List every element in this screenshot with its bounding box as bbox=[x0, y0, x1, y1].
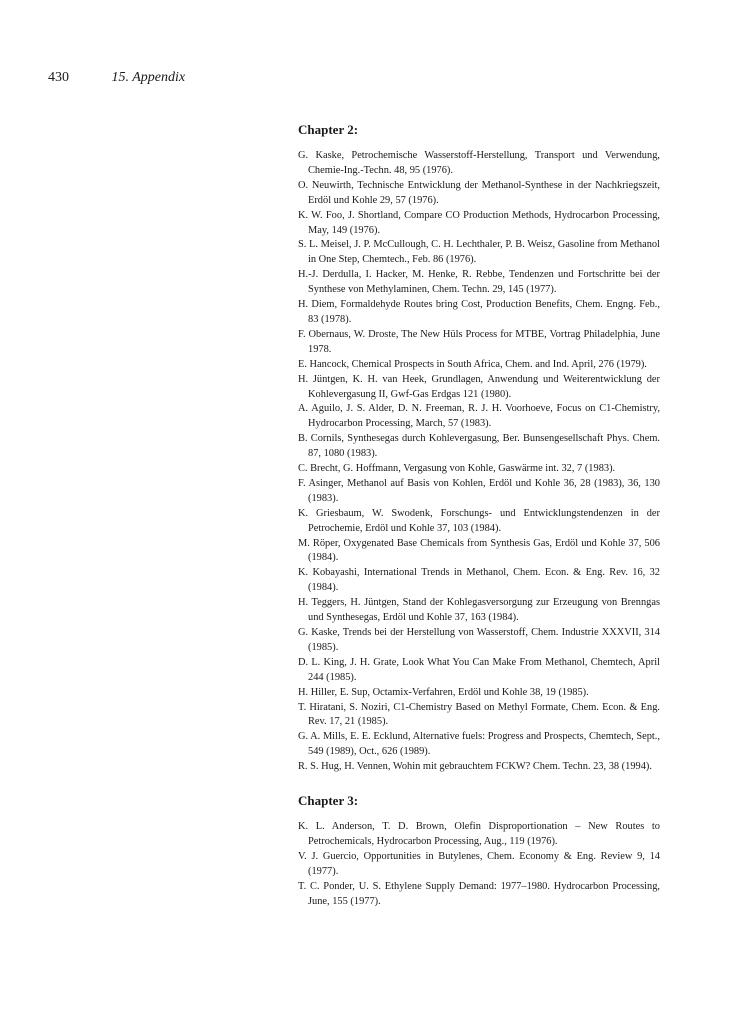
reference-item: E. Hancock, Chemical Prospects in South Africa, Chem. and Ind. April, 276 (1979). bbox=[298, 358, 647, 370]
reference-item: R. S. Hug, H. Vennen, Wohin mit gebrauchtem FCKW? Chem. Techn. 23, 38 (1994). bbox=[298, 761, 652, 773]
reference-item: H. Hiller, E. Sup, Octamix-Verfahren, Erdöl und Kohle 38, 19 (1985). bbox=[298, 686, 589, 698]
reference-item: C. Brecht, G. Hoffmann, Vergasung von Kohle, Gaswärme int. 32, 7 (1983). bbox=[298, 463, 616, 475]
reference-item: D. L. King, J. H. Grate, Look What You Can Make From Methanol, Chemtech, April 244 (1985). bbox=[298, 656, 660, 683]
reference-item: H.-J. Derdulla, I. Hacker, M. Henke, R. Rebbe, Tendenzen und Fortschritte bei der Synthese von Methylaminen, Chem. Techn. 29, 145 (1977). bbox=[298, 269, 660, 296]
reference-item: G. A. Mills, E. E. Ecklund, Alternative fuels: Progress and Prospects, Chemtech, Sept., 549 (1989), Oct., 626 (1989). bbox=[298, 731, 660, 758]
reference-item: O. Neuwirth, Technische Entwicklung der Methanol-Synthese in der Nachkriegszeit, Erdöl und Kohle 29, 57 (1976). bbox=[298, 179, 660, 206]
chapter-3-reference-list bbox=[298, 820, 660, 909]
reference-item: G. Kaske, Trends bei der Herstellung von Wasserstoff, Chem. Industrie XXXVII, 314 (1985). bbox=[298, 627, 660, 653]
reference-item: A. Aguilo, J. S. Alder, D. N. Freeman, R. J. H. Voorhoeve, Focus on C1-Chemistry, Hydrocarbon Processing, March, 57 (1983). bbox=[298, 403, 660, 430]
reference-item: H. Jüntgen, K. H. van Heek, Grundlagen, Anwendung und Weiterentwicklung der Kohlevergasung II, Gwf-Gas Erdgas 121 (1980). bbox=[298, 373, 660, 400]
page-header bbox=[48, 70, 185, 86]
chapter-3-heading: Chapter 3: bbox=[298, 793, 359, 809]
reference-item: K. Kobayashi, International Trends in Methanol, Chem. Econ. & Eng. Rev. 16, 32 (1984). bbox=[298, 567, 660, 594]
reference-item: V. J. Guercio, Opportunities in Butylenes, Chem. Economy & Eng. Review 9, 14 (1977). bbox=[298, 850, 660, 877]
reference-item: K. L. Anderson, T. D. Brown, Olefin Disproportionation – New Routes to Petrochemicals, Hydrocarbon Processing, Aug., 119 (1976). bbox=[298, 821, 660, 847]
reference-item: K. Griesbaum, W. Swodenk, Forschungs- und Entwicklungstendenzen in der Petrochemie, Erdöl und Kohle 37, 103 (1984). bbox=[298, 507, 660, 534]
reference-item: H. Diem, Formaldehyde Routes bring Cost, Production Benefits, Chem. Engng. Feb., 83 (1978). bbox=[298, 299, 660, 325]
section-title: 15. Appendix bbox=[111, 70, 186, 85]
reference-content bbox=[298, 118, 660, 910]
chapter-2-heading: Chapter 2: bbox=[298, 122, 359, 137]
reference-item: T. Hiratani, S. Noziri, C1-Chemistry Based on Methyl Formate, Chem. Econ. & Eng. Rev. 17, 21 (1985). bbox=[298, 701, 660, 728]
reference-item: F. Asinger, Methanol auf Basis von Kohlen, Erdöl und Kohle 36, 28 (1983), 36, 130 (1983). bbox=[298, 477, 660, 504]
reference-item: T. C. Ponder, U. S. Ethylene Supply Demand: 1977–1980. Hydrocarbon Processing, June, 155 (1977). bbox=[298, 880, 660, 907]
reference-item: M. Röper, Oxygenated Base Chemicals from Synthesis Gas, Erdöl und Kohle 37, 506 (1984). bbox=[298, 537, 660, 564]
reference-item: G. Kaske, Petrochemische Wasserstoff-Herstellung, Transport und Verwendung, Chemie-Ing.-Techn. 48, 95 (1976). bbox=[298, 150, 660, 176]
chapter-2-reference-list bbox=[298, 149, 660, 775]
reference-item: F. Obernaus, W. Droste, The New Hüls Process for MTBE, Vortrag Philadelphia, June 1978. bbox=[298, 328, 660, 355]
reference-item: B. Cornils, Synthesegas durch Kohlevergasung, Ber. Bunsengesellschaft Phys. Chem. 87, 1080 (1983). bbox=[298, 433, 660, 460]
page-number: 430 bbox=[48, 70, 69, 85]
reference-item: H. Teggers, H. Jüntgen, Stand der Kohlegasversorgung zur Erzeugung von Brenngas und Synthesegas, Erdöl und Kohle 37, 163 (1984). bbox=[298, 597, 660, 624]
reference-item: K. W. Foo, J. Shortland, Compare CO Production Methods, Hydrocarbon Processing, May, 149 (1976). bbox=[298, 209, 660, 236]
reference-item: S. L. Meisel, J. P. McCullough, C. H. Lechthaler, P. B. Weisz, Gasoline from Methanol in One Step, Chemtech., Feb. 86 (1976). bbox=[298, 239, 660, 266]
